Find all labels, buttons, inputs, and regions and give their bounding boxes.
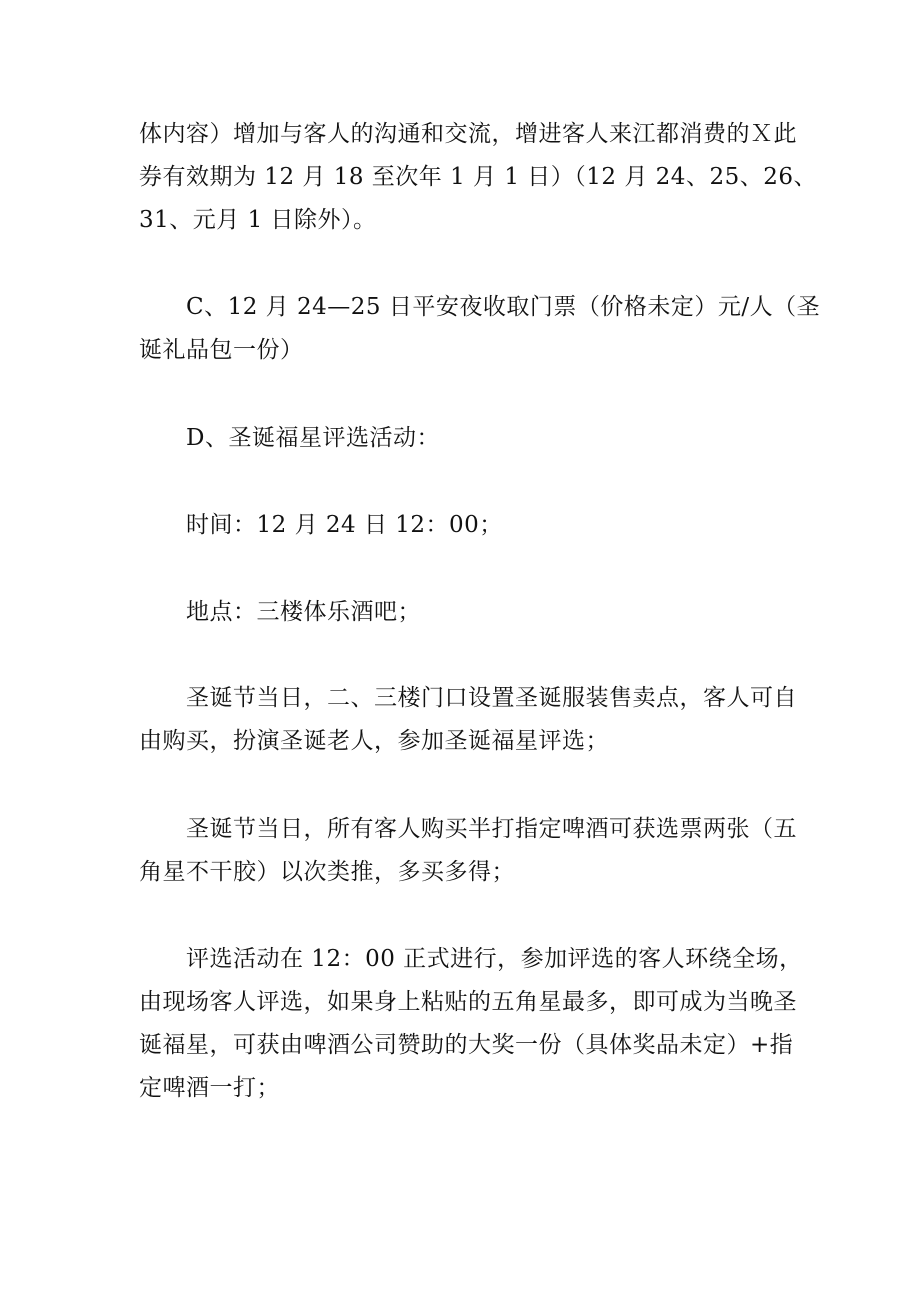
- paragraph-line: 由现场客人评选，如果身上粘贴的五角星最多，即可成为当晚圣: [139, 989, 797, 1015]
- paragraph-line: 圣诞节当日，二、三楼门口设置圣诞服装售卖点，客人可自: [186, 685, 797, 711]
- section-heading: D、圣诞福星评选活动：: [186, 425, 440, 451]
- event-place: 地点：三楼体乐酒吧；: [186, 599, 421, 625]
- paragraph-line: 评选活动在 12：00 正式进行，参加评选的客人环绕全场，: [186, 946, 803, 972]
- paragraph-line: 由购买，扮演圣诞老人，参加圣诞福星评选；: [139, 728, 609, 754]
- paragraph-line: 圣诞节当日，所有客人购买半打指定啤酒可获选票两张（五: [186, 816, 797, 842]
- paragraph-line: 31、元月 1 日除外）。: [139, 207, 377, 233]
- paragraph-line: 诞福星，可获由啤酒公司赞助的大奖一份（具体奖品未定）+指: [139, 1032, 794, 1058]
- paragraph-line: 定啤酒一打；: [139, 1075, 280, 1101]
- paragraph-line: 体内容）增加与客人的沟通和交流，增进客人来江都消费的Ｘ此: [139, 121, 797, 147]
- paragraph-line: C、12 月 24—25 日平安夜收取门票（价格未定）元/人（圣: [186, 294, 821, 320]
- paragraph-line: 诞礼品包一份）: [139, 337, 304, 363]
- paragraph-line: 角星不干胶）以次类推，多买多得；: [139, 859, 515, 885]
- event-time: 时间：12 月 24 日 12：00；: [186, 512, 503, 538]
- paragraph-line: 券有效期为 12 月 18 至次年 1 月 1 日）（12 月 24、25、26、: [139, 164, 817, 190]
